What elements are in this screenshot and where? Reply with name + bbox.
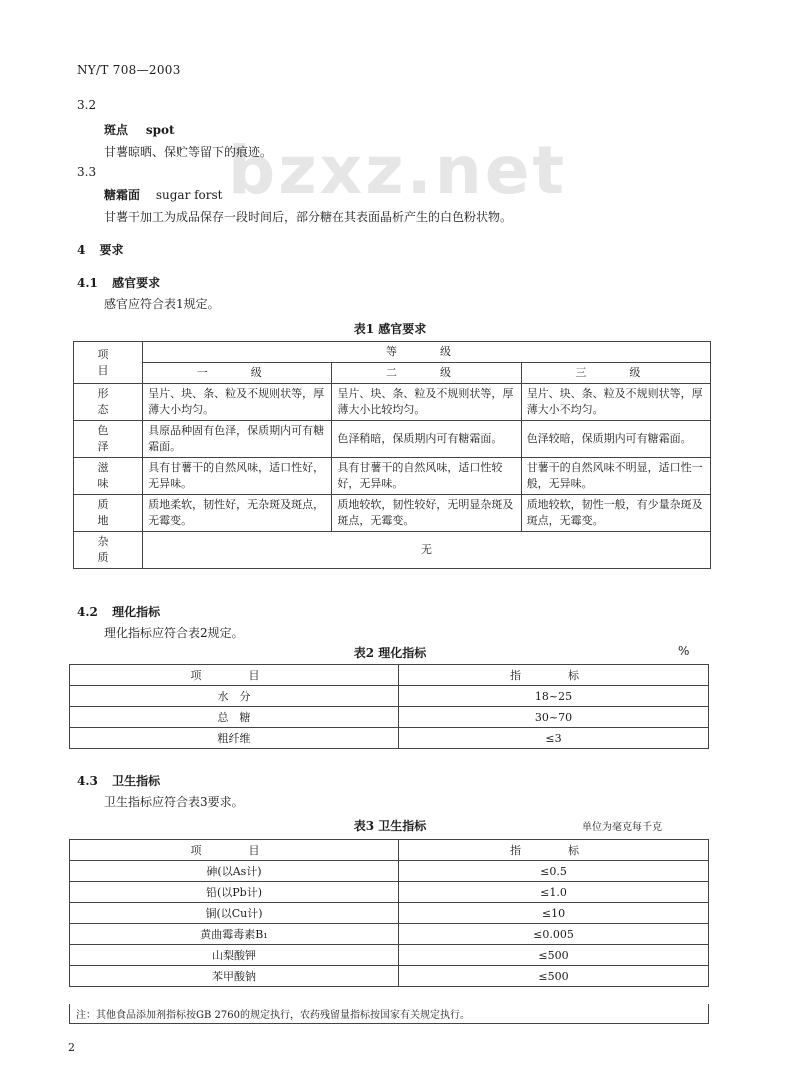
watermark: bzxz.net (228, 132, 568, 209)
section-4-2-number: 4.2 (77, 605, 98, 619)
physicochemical-table (69, 664, 709, 749)
row-label: 杂 质 (74, 532, 143, 569)
table-row (74, 495, 711, 532)
table-cell: 具有甘薯干的自然风味，适口性好，无异味。 (143, 458, 332, 495)
table3-header-value: 指 标 (399, 840, 709, 861)
table-cell: 粗纤维 (70, 728, 399, 749)
table2-header-value: 指 标 (399, 665, 709, 686)
table1-item-header: 项 目 (74, 342, 143, 384)
term-en: sugar forst (155, 188, 223, 202)
table-cell: 砷(以As计) (70, 861, 399, 882)
section-4-2-title: 理化指标 (112, 605, 161, 619)
section-3-3-term (104, 186, 223, 203)
table3-unit: 单位为毫克每千克 (582, 822, 662, 833)
table-cell: ≤0.5 (399, 861, 709, 882)
section-4-1-text: 感官应符合表1规定。 (104, 297, 220, 311)
table-cell: ≤500 (399, 966, 709, 987)
section-3-2-definition: 甘薯晾晒、保贮等留下的痕迹。 (104, 145, 273, 159)
term-en: spot (145, 123, 175, 137)
table-cell: ≤1.0 (399, 882, 709, 903)
section-4-1-number: 4.1 (77, 276, 98, 290)
table-row (70, 945, 709, 966)
table-row (70, 903, 709, 924)
table1-grade-2: 二 级 (332, 363, 521, 384)
section-3-3-definition: 甘薯干加工为成品保存一段时间后，部分糖在其表面晶析产生的白色粉状物。 (104, 210, 513, 224)
hygiene-table (69, 839, 709, 987)
table-cell: 铜(以Cu计) (70, 903, 399, 924)
table-cell: 质地柔软，韧性好，无杂斑及斑点，无霉变。 (143, 495, 332, 532)
table2-unit: % (678, 644, 690, 658)
table-cell: 色泽稍暗，保质期内可有糖霜面。 (332, 421, 521, 458)
table-row (70, 728, 709, 749)
doc-header-id: NY/T 708—2003 (77, 63, 181, 77)
table-cell: 呈片、块、条、粒及不规则状等，厚薄大小比较均匀。 (332, 384, 521, 421)
table-cell: 苯甲酸钠 (70, 966, 399, 987)
section-3-2-number: 3.2 (77, 98, 97, 112)
term-cn: 糖霜面 (104, 188, 141, 202)
section-3-3-number: 3.3 (77, 165, 97, 179)
table3-note: 注：其他食品添加剂指标按GB 2760的规定执行，农药残留量指标按国家有关规定执行。 (69, 1004, 709, 1024)
section-4-3-heading (77, 772, 160, 789)
row-label: 色 泽 (74, 421, 143, 458)
table2-caption: 表2 理化指标 (353, 646, 427, 660)
table-cell: 具有甘薯干的自然风味，适口性较好，无异味。 (332, 458, 521, 495)
table-cell: 质地较软，韧性一般，有少量杂斑及斑点，无霉变。 (521, 495, 710, 532)
row-label: 质 地 (74, 495, 143, 532)
table-row (70, 966, 709, 987)
section-4-title: 要求 (99, 243, 124, 257)
table-cell: 呈片、块、条、粒及不规则状等，厚薄大小不均匀。 (521, 384, 710, 421)
section-4-3-number: 4.3 (77, 774, 98, 788)
row-label: 滋 味 (74, 458, 143, 495)
table-cell: 18~25 (399, 686, 709, 707)
table-row (70, 882, 709, 903)
table3-caption: 表3 卫生指标 (353, 819, 427, 833)
table-row (74, 458, 711, 495)
table-cell: 呈片、块、条、粒及不规则状等，厚薄大小均匀。 (143, 384, 332, 421)
row-label: 形 态 (74, 384, 143, 421)
section-4-3-title: 卫生指标 (112, 774, 161, 788)
sensory-requirements-table (73, 341, 711, 569)
section-4-2-text: 理化指标应符合表2规定。 (104, 626, 244, 640)
table-cell: ≤0.005 (399, 924, 709, 945)
section-4-heading (77, 241, 124, 258)
table1-caption: 表1 感官要求 (353, 322, 427, 336)
table1-grade-header: 等 级 (143, 342, 711, 363)
impurity-value: 无 (143, 532, 711, 569)
table-cell: 黄曲霉毒素B₁ (70, 924, 399, 945)
table1-grade-3: 三 级 (521, 363, 710, 384)
section-3-2-term (104, 121, 175, 138)
table-row (70, 924, 709, 945)
table-row (70, 686, 709, 707)
table-cell: 色泽较暗，保质期内可有糖霜面。 (521, 421, 710, 458)
table-cell: ≤10 (399, 903, 709, 924)
section-4-1-title: 感官要求 (112, 276, 161, 290)
table-row (70, 861, 709, 882)
table-cell: 具原品种固有色泽，保质期内可有糖霜面。 (143, 421, 332, 458)
section-4-number: 4 (77, 243, 86, 257)
table2-header-item: 项 目 (70, 665, 399, 686)
table-cell: 水 分 (70, 686, 399, 707)
table-cell: ≤500 (399, 945, 709, 966)
table-cell: 总 糖 (70, 707, 399, 728)
section-4-3-text: 卫生指标应符合表3要求。 (104, 795, 244, 809)
page-number: 2 (68, 1041, 75, 1054)
table-row (74, 384, 711, 421)
section-4-2-heading (77, 603, 160, 620)
table-row (70, 707, 709, 728)
table-row (74, 532, 711, 569)
section-4-1-heading (77, 274, 160, 291)
table1-grade-1: 一 级 (143, 363, 332, 384)
term-cn: 斑点 (104, 123, 129, 137)
table-cell: 30~70 (399, 707, 709, 728)
table3-header-item: 项 目 (70, 840, 399, 861)
table-row (74, 421, 711, 458)
table-cell: 质地较软，韧性较好，无明显杂斑及斑点，无霉变。 (332, 495, 521, 532)
table-cell: 甘薯干的自然风味不明显，适口性一般，无异味。 (521, 458, 710, 495)
table-cell: 山梨酸钾 (70, 945, 399, 966)
table-cell: 铅(以Pb计) (70, 882, 399, 903)
table-cell: ≤3 (399, 728, 709, 749)
